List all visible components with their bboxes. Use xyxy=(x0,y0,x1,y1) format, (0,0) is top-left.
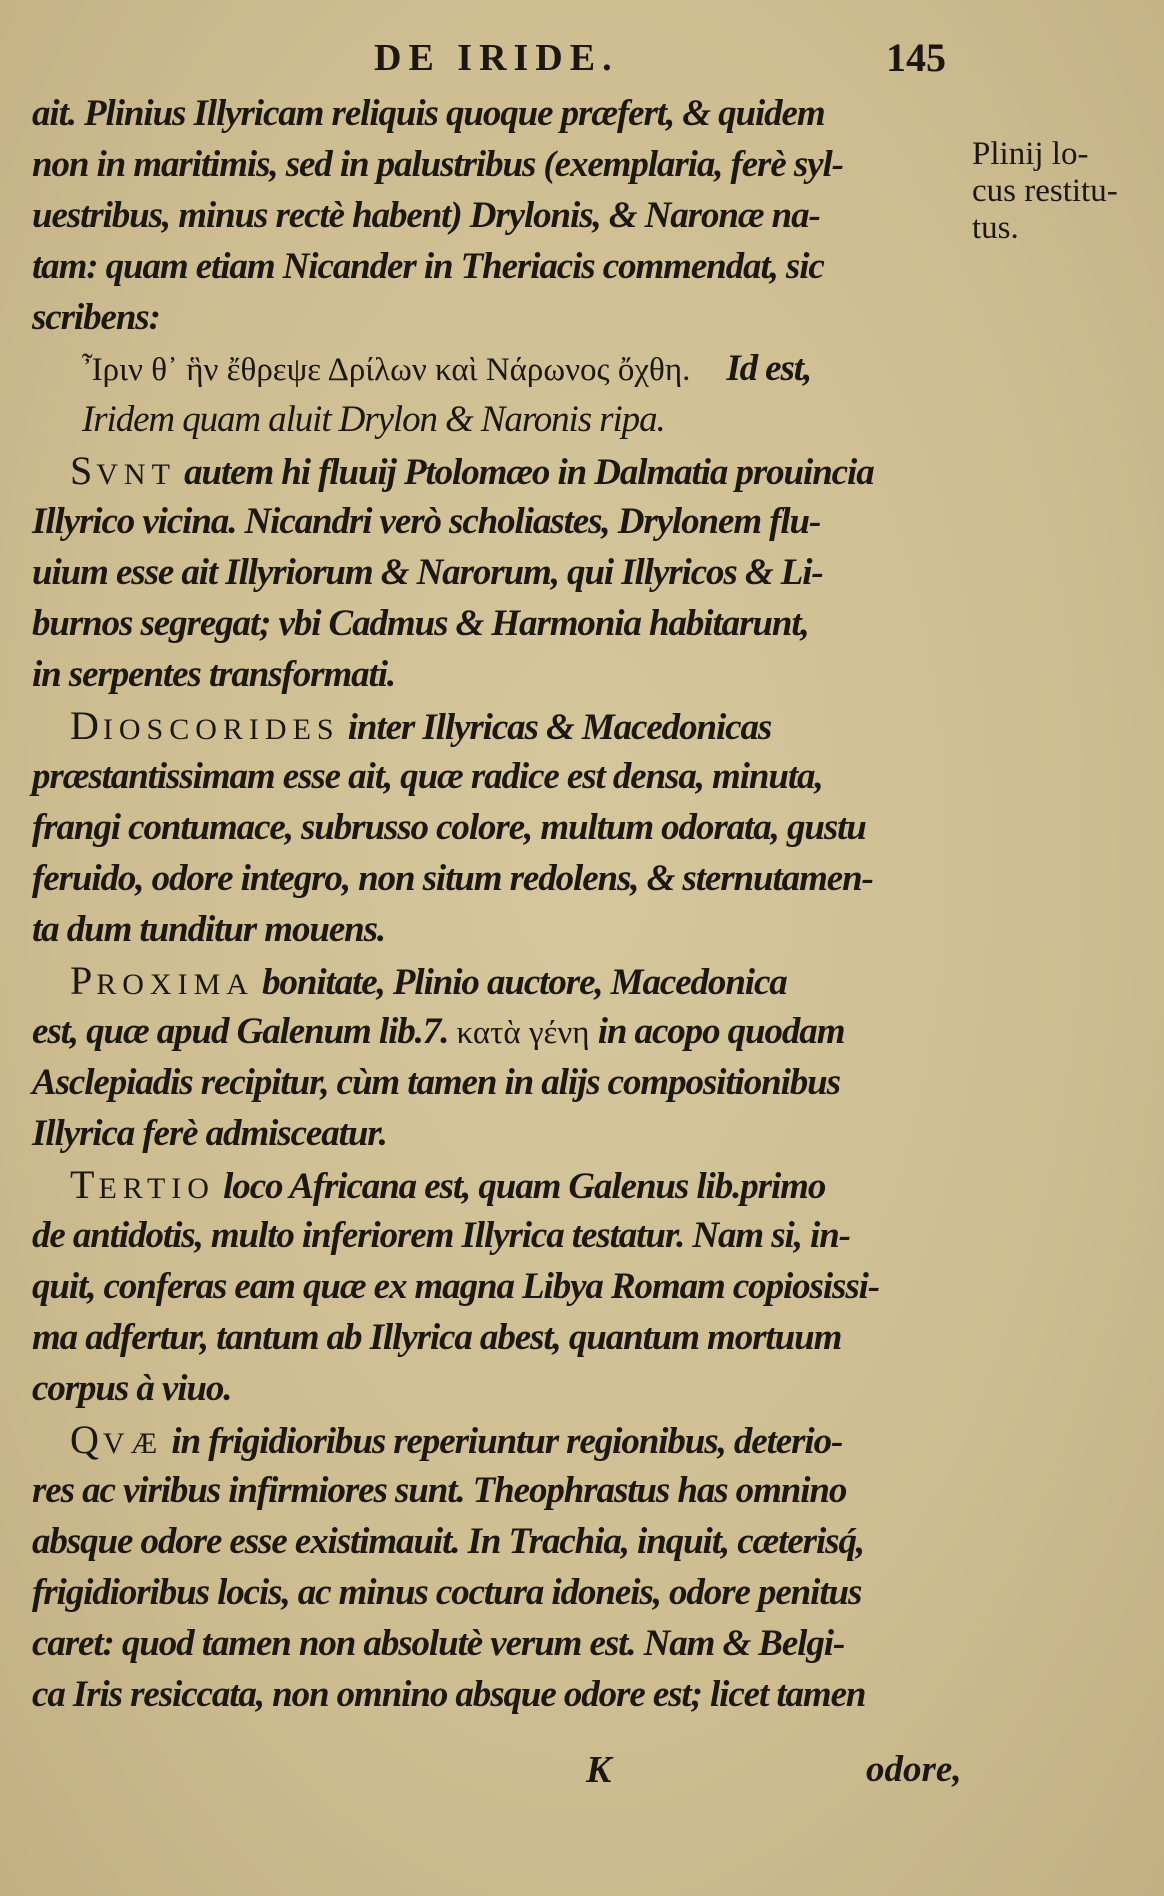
marginal-note-line: tus. xyxy=(972,210,1019,246)
text-span: inter Illyricas & Macedonicas xyxy=(347,707,772,748)
greek-verse: Ἶριν θ᾽ ἣν ἔθρεψε Δρίλων καὶ Νάρωνος ὄχθη. xyxy=(82,352,691,388)
paragraph-lead-word: PROXIMA xyxy=(70,958,254,1003)
signature-mark: K xyxy=(586,1749,612,1791)
paragraph-first-line xyxy=(32,445,962,496)
paragraph-first-line xyxy=(32,955,962,1006)
lead-initial: P xyxy=(70,958,97,1003)
text-line: frigidioribus locis, ac minus coctura idoneis, odore penitus xyxy=(32,1572,862,1613)
text-line: absque odore esse existimauit. In Trachia, inquit, cæterisq́, xyxy=(32,1521,864,1562)
page-footer xyxy=(0,1748,1164,1798)
paragraph-lead-word: QVÆ xyxy=(70,1417,164,1462)
text-span: est, quæ apud Galenum lib.7. xyxy=(32,1011,449,1052)
body-text xyxy=(32,88,962,1720)
text-line: burnos segregat; vbi Cadmus & Harmonia habitarunt, xyxy=(32,603,809,644)
text-line: caret: quod tamen non absolutè verum est. Nam & Belgi- xyxy=(32,1623,845,1664)
text-span: bonitate, Plinio auctore, Macedonica xyxy=(262,962,787,1003)
running-title: DE IRIDE. xyxy=(374,37,619,79)
text-line: in serpentes transformati. xyxy=(32,654,396,695)
lead-initial: T xyxy=(70,1162,99,1207)
text-line: feruido, odore integro, non situm redolens, & sternutamen- xyxy=(32,858,873,899)
text-line: tam: quam etiam Nicander in Theriacis commendat, sic xyxy=(32,246,824,287)
text-line: Asclepiadis recipitur, cùm tamen in alijs compositionibus xyxy=(32,1062,840,1103)
text-line: præstantissimam esse ait, quæ radice est densa, minuta, xyxy=(32,756,823,797)
text-span: autem hi fluuij Ptolomæo in Dalmatia prouincia xyxy=(184,452,874,493)
page-header xyxy=(0,36,1164,86)
marginal-note-line: cus restitu- xyxy=(972,173,1118,209)
marginal-note xyxy=(972,136,1152,247)
lead-initial: S xyxy=(70,448,97,493)
text-span: in frigidioribus reperiuntur regionibus, deterio- xyxy=(171,1421,843,1462)
paragraph-first-line xyxy=(32,1159,962,1210)
latin-verse-line: Iridem quam aluit Drylon & Naronis ripa. xyxy=(82,399,665,440)
paragraph-lead-word: SVNT xyxy=(70,448,176,493)
lead-initial: Q xyxy=(70,1417,103,1462)
paragraph-first-line xyxy=(32,1414,962,1465)
text-line: quit, conferas eam quæ ex magna Libya Romam copiosissi- xyxy=(32,1266,880,1307)
text-line: uestribus, minus rectè habent) Drylonis, & Naronæ na- xyxy=(32,195,820,236)
catchword: odore, xyxy=(866,1749,962,1790)
paragraph-first-line xyxy=(32,700,962,751)
text-line: Illyrica ferè admisceatur. xyxy=(32,1113,387,1154)
text-line: ma adfertur, tantum ab Illyrica abest, quantum mortuum xyxy=(32,1317,842,1358)
paragraph-lead-word: DIOSCORIDES xyxy=(70,703,340,748)
text-line: de antidotis, multo inferiorem Illyrica testatur. Nam si, in- xyxy=(32,1215,850,1256)
id-est-label: Id est, xyxy=(726,348,812,389)
text-span: loco Africana est, quam Galenus lib.primo xyxy=(223,1166,826,1207)
text-line: frangi contumace, subrusso colore, multum odorata, gustu xyxy=(32,807,866,848)
text-line: res ac viribus infirmiores sunt. Theophrastus has omnino xyxy=(32,1470,847,1511)
text-line: uium esse ait Illyriorum & Narorum, qui Illyricos & Li- xyxy=(32,552,823,593)
greek-phrase: κατὰ γένη xyxy=(456,1015,590,1051)
greek-verse-line xyxy=(32,343,962,394)
paragraph-lead-word: TERTIO xyxy=(70,1162,215,1207)
text-line: ta dum tunditur mouens. xyxy=(32,909,386,950)
marginal-note-line: Plinij lo- xyxy=(972,136,1089,172)
page-number: 145 xyxy=(886,35,946,80)
text-line: scribens: xyxy=(32,297,160,338)
lead-initial: D xyxy=(70,703,103,748)
text-line: non in maritimis, sed in palustribus (exemplaria, ferè syl- xyxy=(32,144,843,185)
text-line: ca Iris resiccata, non omnino absque odore est; licet tamen xyxy=(32,1674,866,1715)
text-line: Illyrico vicina. Nicandri verò scholiastes, Drylonem flu- xyxy=(32,501,821,542)
text-line: corpus à viuo. xyxy=(32,1368,232,1409)
text-line: ait. Plinius Illyricam reliquis quoque præfert, & quidem xyxy=(32,93,825,134)
text-line xyxy=(32,1006,962,1057)
text-span: in acopo quodam xyxy=(597,1011,845,1052)
